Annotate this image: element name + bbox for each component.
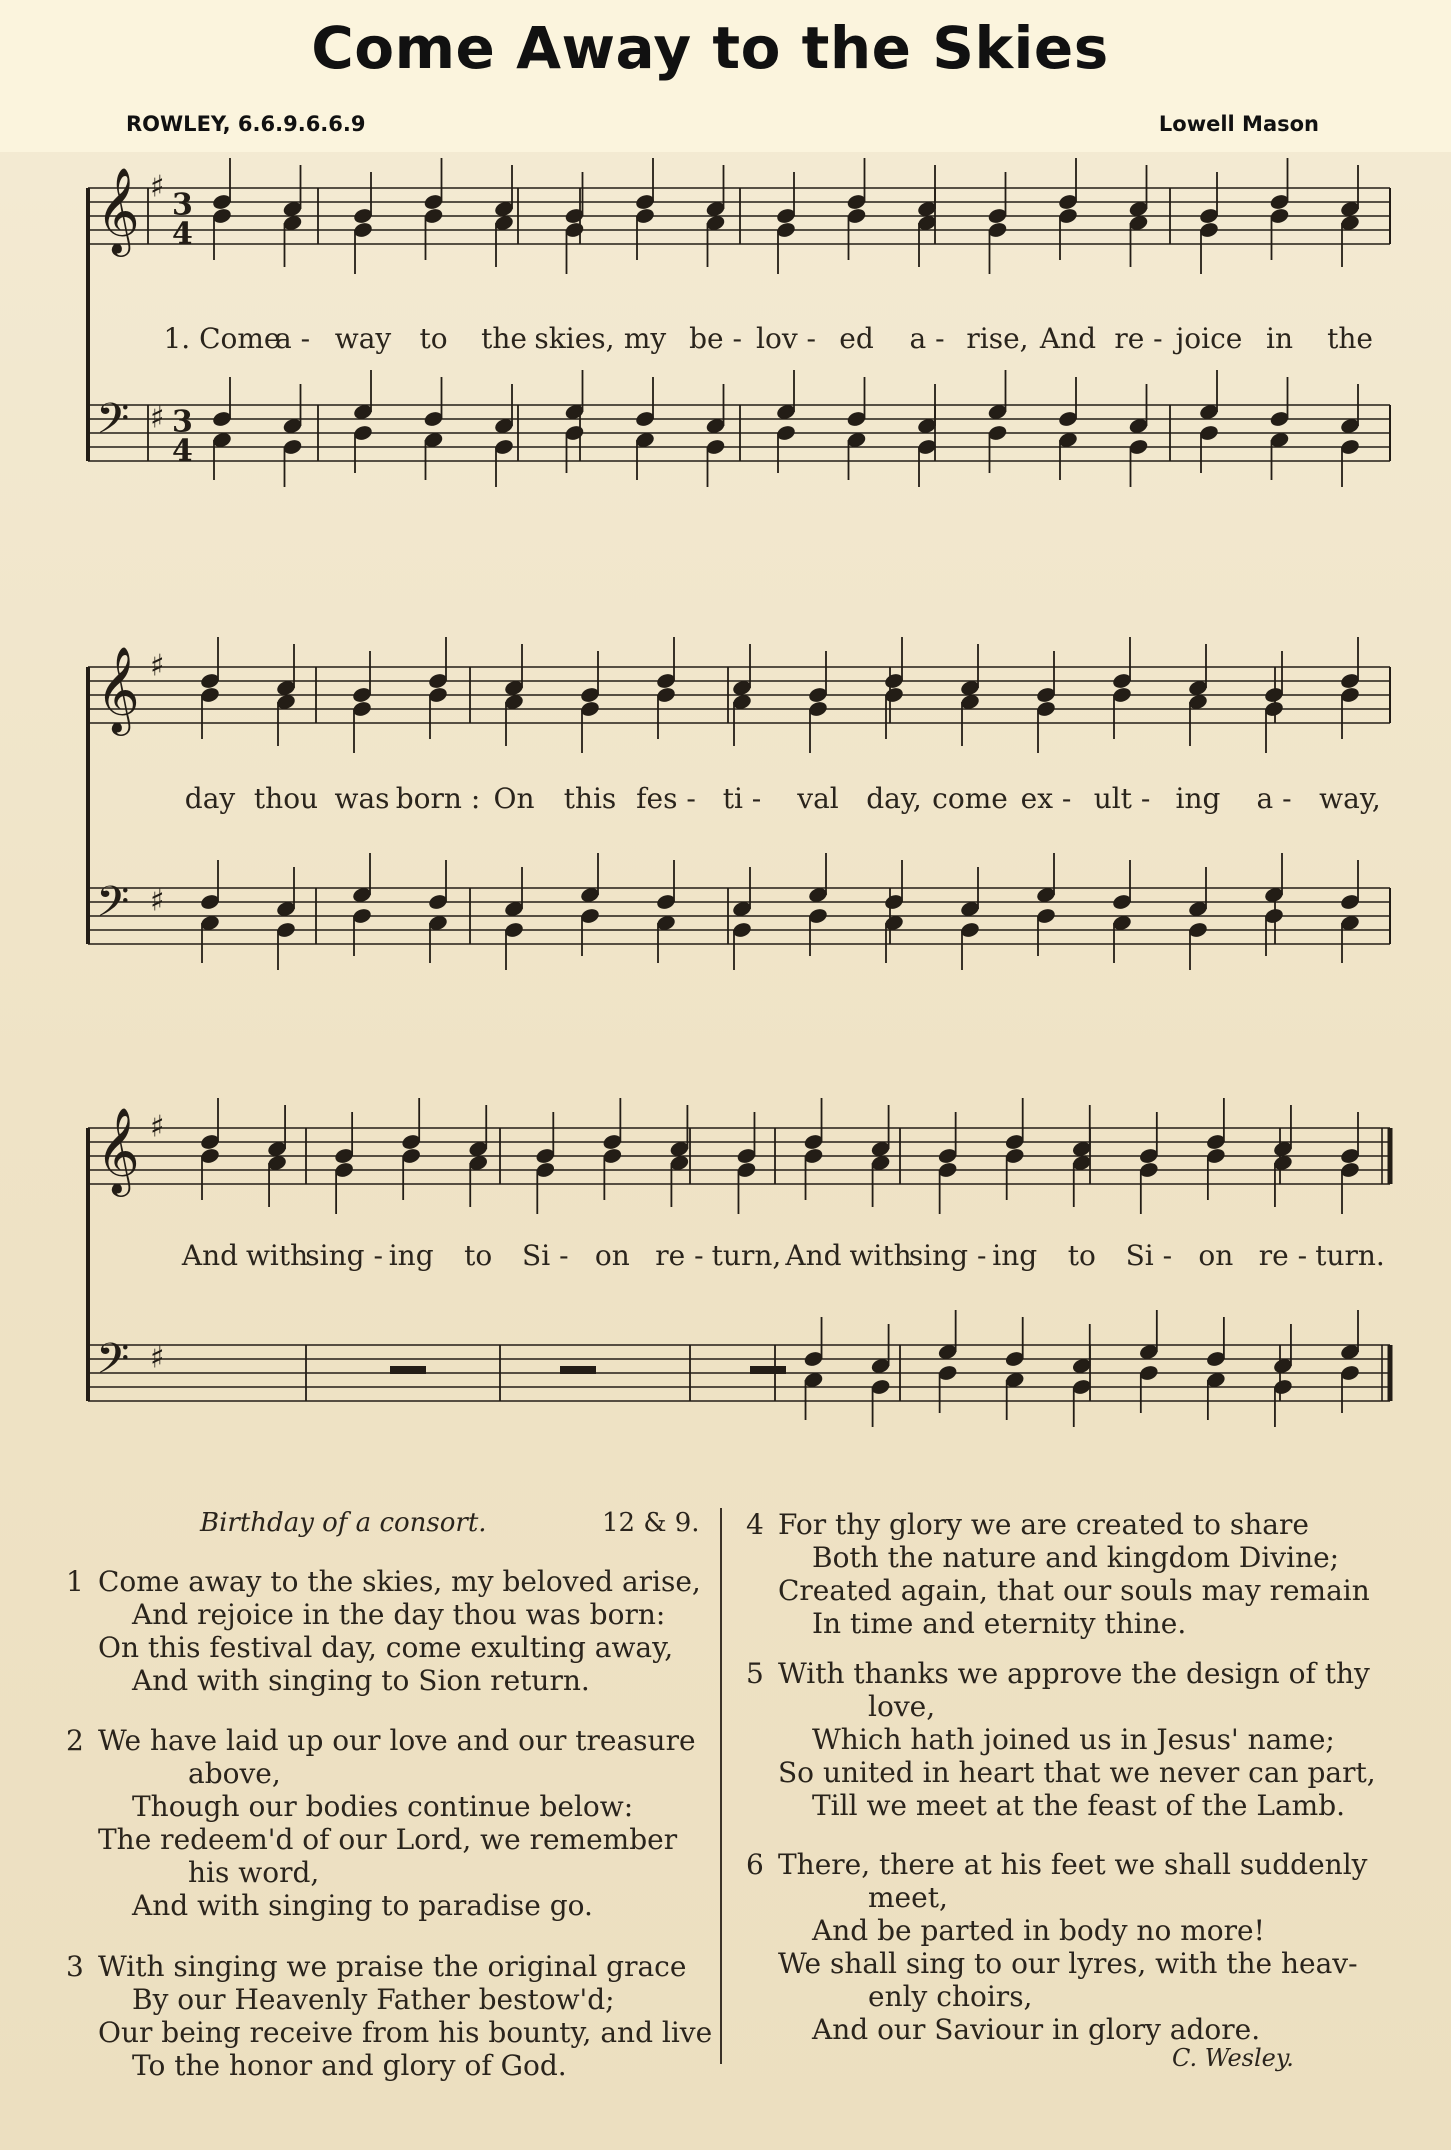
lyric-syllable: And — [181, 1239, 239, 1272]
lyric-syllable: with — [849, 1239, 912, 1272]
author-credit: C. Wesley. — [1172, 2044, 1294, 2072]
lyric-syllable: And — [785, 1239, 842, 1272]
lyric-syllable: this — [563, 782, 617, 815]
lyric-syllable: turn. — [1315, 1239, 1385, 1272]
stanza-line: We have laid up our love and our treasure — [98, 1724, 696, 1757]
lyric-syllable: on — [1198, 1239, 1234, 1272]
stanza-number: 2 — [66, 1724, 84, 1757]
stanza-line: above, — [188, 1757, 281, 1790]
lyric-syllable: ti - — [722, 782, 762, 815]
lyric-syllable: skies, — [534, 322, 615, 355]
stanza-6 — [746, 1848, 1368, 2046]
lyric-syllable: And — [1039, 322, 1097, 355]
lyric-syllable: val — [797, 782, 839, 815]
stanza-2 — [66, 1724, 696, 1922]
lyric-syllable: was — [334, 782, 390, 815]
lyric-syllable: day, — [866, 782, 922, 815]
lyric-syllable: ing — [992, 1239, 1038, 1272]
lyric-syllable: to — [464, 1239, 493, 1272]
stanza-1 — [66, 1565, 701, 1697]
stanza-line: And with singing to Sion return. — [132, 1664, 590, 1697]
bass-clef-icon: 𝄢 — [96, 1334, 130, 1395]
stanza-line: For thy glory we are created to share — [778, 1508, 1309, 1541]
stanza-line: Both the nature and kingdom Divine; — [812, 1541, 1340, 1574]
lyric-syllable: Si - — [522, 1239, 569, 1272]
stanza-line: meet, — [868, 1881, 948, 1914]
lyric-syllable: re - — [655, 1239, 704, 1272]
lyric-syllable: rise, — [966, 322, 1029, 355]
stanza-line: And be parted in body no more! — [812, 1914, 1265, 1947]
lyric-syllable: to — [419, 322, 448, 355]
stanza-line: There, there at his feet we shall suddenly — [778, 1848, 1368, 1881]
stanza-line: With singing we praise the original grace — [98, 1950, 687, 1983]
stanza-line: The redeem'd of our Lord, we remember — [98, 1823, 678, 1856]
column-divider — [720, 1508, 722, 2064]
lyric-syllable: the — [481, 322, 527, 355]
stanza-line: And with singing to paradise go. — [132, 1889, 593, 1922]
lyric-syllable: On — [493, 782, 535, 815]
time-signature-bottom: 4 — [172, 433, 193, 469]
lyric-syllable: ult - — [1093, 782, 1151, 815]
lyric-syllable: 1. Come — [163, 322, 281, 355]
lyric-syllable: born : — [395, 782, 481, 815]
stanza-line: And rejoice in the day thou was born: — [132, 1598, 666, 1631]
lyric-syllable: sing - — [908, 1239, 987, 1272]
treble-clef-icon: 𝄞 — [96, 167, 140, 254]
bass-clef-icon: 𝄢 — [96, 877, 130, 938]
stanza-line: enly choirs, — [868, 1980, 1033, 2013]
treble-clef-icon: 𝄞 — [96, 646, 140, 733]
lyric-syllable: ing — [388, 1239, 434, 1272]
stanza-line: In time and eternity thine. — [812, 1607, 1187, 1640]
stanza-number: 3 — [66, 1950, 84, 1983]
lyric-syllable: fes - — [636, 782, 696, 815]
lyric-syllable: sing - — [305, 1239, 383, 1272]
lyric-syllable: Si - — [1125, 1239, 1173, 1272]
stanza-line: Come away to the skies, my beloved arise, — [98, 1565, 701, 1598]
lyric-syllable: turn, — [711, 1239, 782, 1272]
lyric-syllable: way — [334, 322, 392, 355]
time-signature-bottom: 4 — [172, 216, 193, 252]
lyric-syllable: my — [623, 322, 667, 355]
hymn-meter: 12 & 9. — [602, 1508, 700, 1538]
hymn-heading: Birthday of a consort. — [200, 1508, 487, 1538]
stanza-5 — [746, 1657, 1376, 1822]
lyric-syllable: joice — [1175, 322, 1243, 355]
stanza-line: By our Heavenly Father bestow'd; — [132, 1983, 615, 2016]
key-signature-sharp: ♯ — [150, 883, 165, 919]
time-signature-top: 3 — [172, 404, 193, 440]
stanza-line: With thanks we approve the design of thy — [778, 1657, 1370, 1690]
stanza-line: love, — [868, 1690, 936, 1723]
stanza-line: Though our bodies continue below: — [132, 1790, 634, 1823]
lyric-syllable: ing — [1175, 782, 1221, 815]
stanza-number: 1 — [66, 1565, 84, 1598]
lyric-syllable: ed — [839, 322, 874, 355]
lyric-syllable: come — [932, 782, 1008, 815]
lyric-syllable: a - — [274, 322, 311, 355]
bass-clef-icon: 𝄢 — [96, 394, 130, 455]
lyric-syllable: lov - — [756, 322, 816, 355]
key-signature-sharp: ♯ — [150, 1109, 165, 1145]
lyric-syllable: with — [245, 1239, 309, 1272]
lyric-syllable: on — [594, 1239, 630, 1272]
key-signature-sharp: ♯ — [150, 169, 165, 205]
stanza-line: To the honor and glory of God. — [132, 2049, 567, 2082]
lyric-syllable: ex - — [1020, 782, 1072, 815]
lyric-syllable: the — [1327, 322, 1373, 355]
stanza-line: his word, — [188, 1856, 320, 1889]
lyric-syllable: to — [1067, 1239, 1096, 1272]
page-title: Come Away to the Skies — [311, 14, 1109, 82]
treble-clef-icon: 𝄞 — [96, 1107, 140, 1194]
time-signature-top: 3 — [172, 187, 193, 223]
lyric-syllable: a - — [1256, 782, 1292, 815]
lyric-syllable: re - — [1114, 322, 1163, 355]
stanza-line: Which hath joined us in Jesus' name; — [812, 1723, 1335, 1756]
stanza-number: 5 — [746, 1657, 764, 1690]
stanza-4 — [746, 1508, 1370, 1640]
stanza-line: And our Saviour in glory adore. — [812, 2013, 1261, 2046]
key-signature-sharp: ♯ — [150, 648, 165, 684]
key-signature-sharp: ♯ — [150, 1340, 165, 1376]
stanza-3 — [66, 1950, 713, 2082]
stanza-number: 6 — [746, 1848, 764, 1881]
stanza-line: On this festival day, come exulting away, — [98, 1631, 674, 1664]
lyric-syllable: a - — [909, 322, 945, 355]
lyric-syllable: day — [184, 782, 236, 815]
stanza-line: Our being receive from his bounty, and live — [98, 2016, 713, 2049]
stanza-number: 4 — [746, 1508, 764, 1541]
stanza-line: Till we meet at the feast of the Lamb. — [812, 1789, 1346, 1822]
lyric-syllable: be - — [689, 322, 742, 355]
composer-name: Lowell Mason — [1158, 112, 1319, 136]
stanza-line: Created again, that our souls may remain — [778, 1574, 1370, 1607]
stanza-line: So united in heart that we never can part, — [778, 1756, 1376, 1789]
lyric-syllable: in — [1266, 322, 1293, 355]
stanza-line: We shall sing to our lyres, with the heav- — [778, 1947, 1358, 1980]
lyric-syllable: thou — [253, 782, 319, 815]
lyric-syllable: re - — [1258, 1239, 1308, 1272]
key-signature-sharp: ♯ — [150, 400, 165, 436]
tune-name: ROWLEY, 6.6.9.6.6.9 — [126, 112, 366, 136]
lyric-syllable: way, — [1319, 782, 1381, 815]
